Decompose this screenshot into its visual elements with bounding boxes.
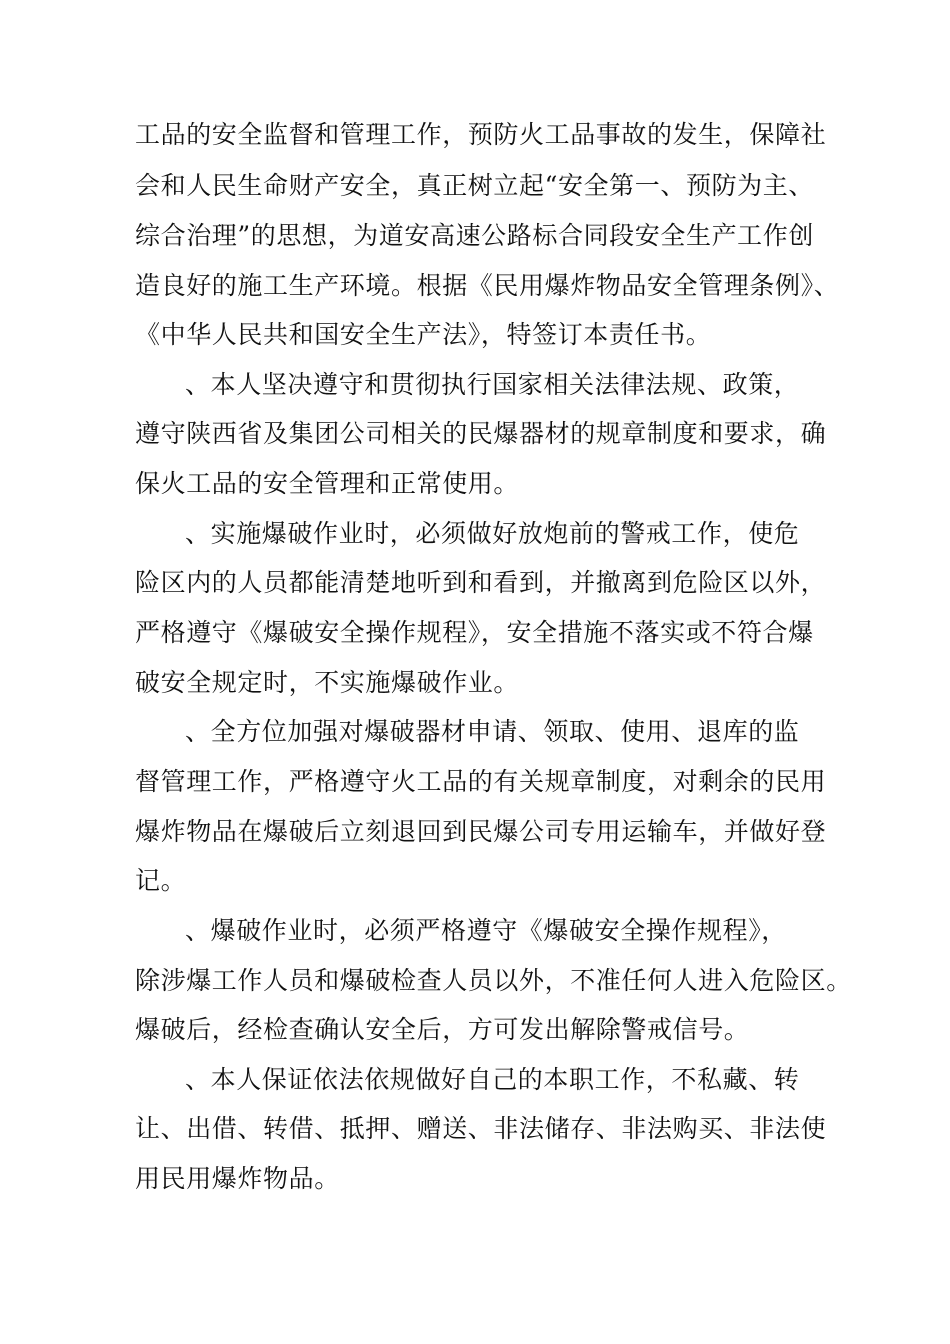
text-line: 爆炸物品在爆破后立刻退回到民爆公司专用运输车，并做好登 bbox=[135, 817, 827, 846]
text-line: 《中华人民共和国安全生产法》，特签订本责任书。 bbox=[135, 320, 712, 349]
text-line: 让、出借、转借、抵押、赠送、非法储存、非法购买、非法使 bbox=[135, 1114, 827, 1143]
text-line: 记。 bbox=[135, 866, 187, 895]
text-line: 工品的安全监督和管理工作，预防火工品事故的发生，保障社 bbox=[135, 120, 827, 149]
text-line: 爆破后，经检查确认安全后，方可发出解除警戒信号。 bbox=[135, 1015, 750, 1044]
text-line: 破安全规定时，不实施爆破作业。 bbox=[135, 668, 520, 697]
text-line: 保火工品的安全管理和正常使用。 bbox=[135, 469, 520, 498]
text-line: 综合治理”的思想，为道安高速公路标合同段安全生产工作创 bbox=[135, 221, 814, 250]
text-line: 、爆破作业时，必须严格遵守《爆破安全操作规程》， bbox=[185, 916, 787, 945]
text-line: 险区内的人员都能清楚地听到和看到，并撤离到危险区以外， bbox=[135, 568, 827, 597]
text-line: 严格遵守《爆破安全操作规程》，安全措施不落实或不符合爆 bbox=[135, 618, 814, 647]
text-line: 用民用爆炸物品。 bbox=[135, 1164, 340, 1193]
text-line: 除涉爆工作人员和爆破检查人员以外，不准任何人进入危险区。 bbox=[135, 966, 852, 995]
text-line: 造良好的施工生产环境。根据《民用爆炸物品安全管理条例》、 bbox=[135, 271, 840, 300]
text-line: 、本人坚决遵守和贯彻执行国家相关法律法规、政策， bbox=[185, 370, 800, 399]
text-line: 遵守陕西省及集团公司相关的民爆器材的规章制度和要求，确 bbox=[135, 419, 827, 448]
text-line: 、本人保证依法依规做好自己的本职工作，不私藏、转 bbox=[185, 1065, 800, 1094]
text-line: 、全方位加强对爆破器材申请、领取、使用、退库的监 bbox=[185, 717, 800, 746]
text-line: 、实施爆破作业时，必须做好放炮前的警戒工作，使危 bbox=[185, 519, 800, 548]
text-line: 督管理工作，严格遵守火工品的有关规章制度，对剩余的民用 bbox=[135, 767, 827, 796]
text-line: 会和人民生命财产安全，真正树立起“安全第一、预防为主、 bbox=[135, 171, 814, 200]
